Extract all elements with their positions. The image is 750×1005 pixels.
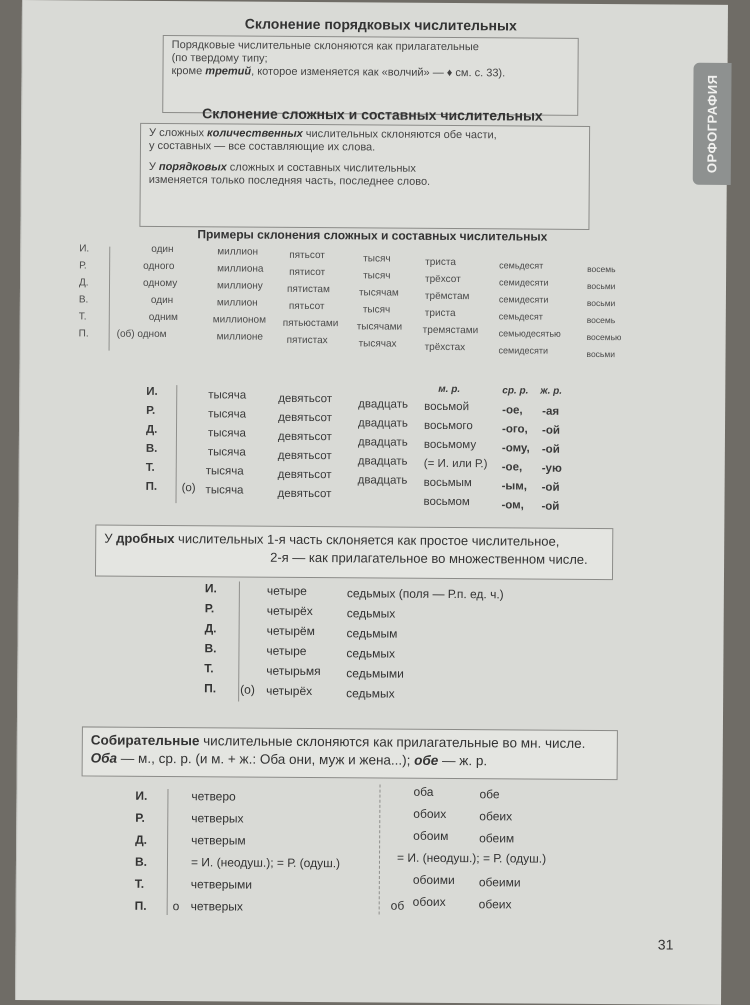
page-number: 31 [657,936,674,953]
table4-cell: обе [479,787,500,802]
case-label: Р. [204,601,215,616]
example-cell: миллионом [212,314,267,326]
example-cell: тысячам [358,287,399,299]
case-label: В. [145,442,158,455]
table2-ending: -ая [542,405,560,418]
example-cell: тысячах [358,338,397,350]
table4-cell: обеим [479,831,515,846]
table2-ending: -ым, [501,480,528,493]
example-cell: семидесяти [498,294,549,305]
example-cell: пятисот [289,266,326,279]
table2-cell: тысяча [207,446,246,459]
section1-line1: Порядковые числительные склоняются как прилагательные [171,39,479,54]
example-cell: один [151,243,174,256]
table4-cell: четверых [190,899,243,914]
table2-ending: -ой [541,424,560,437]
table2-cell: восьмым [423,476,472,490]
table4-cell: = И. (неодуш.); = Р. (одуш.) [190,855,341,871]
example-cell: восемь [586,314,616,326]
section-tab[interactable] [693,63,732,185]
table3-cell: четырёх [266,683,313,699]
section1-line3: кроме третий, которое изменяется как «волчий» — ♦ см. с. 33). [171,65,506,80]
example-cell: трёхстах [424,341,466,354]
case-label: Д. [204,621,217,636]
section2-line3: У порядковых сложных и составных числительных [148,160,416,175]
case-label: Д. [135,832,148,847]
table3-cell: четырьмя [266,663,321,679]
example-cell: семьдесят [498,311,543,322]
table3-cell: седьмым [346,626,398,641]
case-label: В. [204,641,217,656]
example-cell: тысячами [356,321,403,333]
example-cell: пятистам [286,283,330,296]
fraction-line2: 2-я — как прилагательное во множественном числе. [270,549,588,567]
table2-cell: девятьсот [277,487,332,501]
table2-ending: -ому, [501,442,530,455]
table2-cell: (= И. или Р.) [423,457,488,471]
column-header: ж. р. [540,385,563,397]
table2-cell: двадцать [357,436,408,449]
example-cell: семьюдесятью [498,328,561,339]
example-cell: семидесяти [498,345,549,356]
case-label: Т. [78,311,87,323]
case-label: Д. [78,277,89,289]
table4-cell: четверыми [190,877,253,892]
table2-cell: тысяча [205,484,244,497]
table2-cell: тысяча [208,389,247,402]
table2-ending: -ой [541,443,560,456]
table4-cell: обоих [413,806,447,821]
collective-line1: Собирательные числительные склоняются как прилагательные во мн. числе. [90,732,586,751]
table4-cell: = И. (неодуш.); = Р. (одуш.) [396,850,547,866]
case-label: Р. [135,810,145,825]
collective-line2: Оба — м., ср. р. (и м. + ж.: Оба они, муж и жена...); обе — ж. р. [90,750,488,769]
example-cell: восьми [586,348,615,360]
example-cell: миллион [216,297,258,309]
table2-cell: тысяча [207,427,246,440]
case-label: П. [204,681,217,696]
table2-cell: девятьсот [277,449,332,463]
table2-cell: девятьсот [277,430,332,444]
table2-ending: -ое, [502,404,523,417]
table2-ending: -ом, [501,499,524,512]
example-cell: одним [148,311,178,324]
table4-cell: четверым [191,833,246,848]
table3-cell: четырём [266,623,315,639]
textbook-page [15,0,728,1005]
table2-ending: -ой [541,481,560,494]
case-label: Д. [145,423,158,436]
example-cell: миллион [217,246,259,258]
section2-line4: изменяется только последняя часть, последнее слово. [148,173,431,188]
example-cell: миллиону [216,280,263,292]
example-cell: тысяч [363,253,391,265]
example-cell: (об) одном [116,328,167,341]
table2-cell: девятьсот [278,392,333,406]
examples-divider [109,247,111,351]
example-cell: тысяч [362,304,391,316]
case-label: И. [79,243,90,255]
example-cell: трёхсот [425,273,461,286]
case-label: Т. [134,876,145,891]
case-label: П. [145,480,158,493]
table3-cell: седьмых (поля — Р.п. ед. ч.) [346,586,504,602]
collective-rule-box [82,726,618,780]
example-cell: трёмстам [424,290,470,303]
table2-ending: -ой [541,500,560,513]
preposition: об [390,898,405,913]
table2-cell: девятьсот [277,468,332,482]
case-label: Р. [79,260,87,272]
table4-cell: обеих [479,809,513,824]
example-cell: восемь [587,263,616,275]
table2-cell: восьмому [423,438,477,452]
column-header: м. р. [438,383,461,396]
example-cell: пятьюстами [282,317,339,330]
case-label: И. [204,581,217,596]
section2-line1: У сложных количественных числительных склоняются обе части, [149,126,497,142]
table3-cell: четыре [266,643,307,659]
case-label: И. [146,385,158,398]
column-header: ср. р. [502,385,529,397]
table2-cell: двадцать [357,474,408,487]
table3-cell: седьмых [346,686,395,701]
example-cell: миллиона [217,263,264,275]
case-label: Т. [145,461,155,474]
section2-title: Склонение сложных и составных числительных [202,105,543,124]
example-cell: восьми [586,297,616,309]
table4-cell: четверых [191,811,244,826]
section1-title: Склонение порядковых числительных [244,15,517,34]
case-label: В. [78,294,89,306]
table2-cell: двадцать [358,417,408,430]
case-label: В. [134,854,148,869]
example-cell: тысяч [363,270,391,282]
table3-cell: седьмых [346,646,396,661]
examples-title: Примеры склонения сложных и составных числительных [197,227,548,244]
table2-ending: -ого, [501,423,528,436]
table2-divider [175,385,177,503]
example-cell: один [150,294,174,307]
case-label: Р. [146,404,156,417]
example-cell: тремястами [422,324,479,337]
example-cell: пятьсот [288,300,325,313]
example-cell: восемью [586,331,622,343]
section1-box [162,35,579,116]
fraction-line1: У дробных числительных 1-я часть склоняется как простое числительное, [104,530,560,549]
example-cell: семьдесят [499,260,544,271]
example-cell: миллионе [216,331,264,343]
preposition: (о) [181,482,196,495]
table4-cell: обоих [412,894,446,909]
table2-ending: -ую [541,462,562,475]
example-cell: пятьсот [289,249,325,262]
table4-cell: четверо [191,789,236,804]
example-cell: семидесяти [499,277,549,288]
section-tab-label: ОРФОГРАФИЯ [704,74,720,174]
case-label: П. [134,898,147,913]
table4-cell: оба [413,784,434,799]
preposition: (о) [240,682,255,697]
table2-cell: девятьсот [278,411,333,425]
table3-cell: седьмых [346,606,396,621]
table3-cell: седьмыми [346,666,404,681]
example-cell: одного [143,260,175,273]
case-label: Т. [204,661,214,676]
table2-ending: -ое, [501,461,523,474]
example-cell: одному [142,277,178,290]
table2-cell: восьмого [423,419,473,433]
table2-cell: восьмом [423,495,470,509]
table2-cell: восьмой [424,400,470,414]
table4-cell: обоим [413,828,449,843]
table2-cell: двадцать [358,398,409,411]
example-cell: пятистах [286,334,328,347]
table4-cell: обеими [478,875,521,890]
example-cell: восьми [586,280,616,292]
section2-line2: у составных — все составляющие их слова. [148,139,376,154]
case-label: П. [78,328,89,340]
table2-cell: тысяча [208,408,247,421]
preposition: о [172,899,180,914]
fraction-rule-box [95,525,613,581]
table4-cell: обеих [478,897,512,912]
table2-cell: двадцать [357,455,408,468]
table3-cell: четыре [266,583,307,599]
table3-cell: четырёх [266,603,313,619]
table2-cell: тысяча [205,465,244,478]
table4-cell: обоими [412,872,455,888]
example-cell: триста [424,307,456,320]
section2-box [139,123,590,230]
case-label: И. [135,788,148,803]
example-cell: триста [425,256,456,269]
table4-divider [167,789,169,915]
section1-line2: (по твердому типу; [171,52,268,65]
table4-dotted-divider [379,785,381,915]
